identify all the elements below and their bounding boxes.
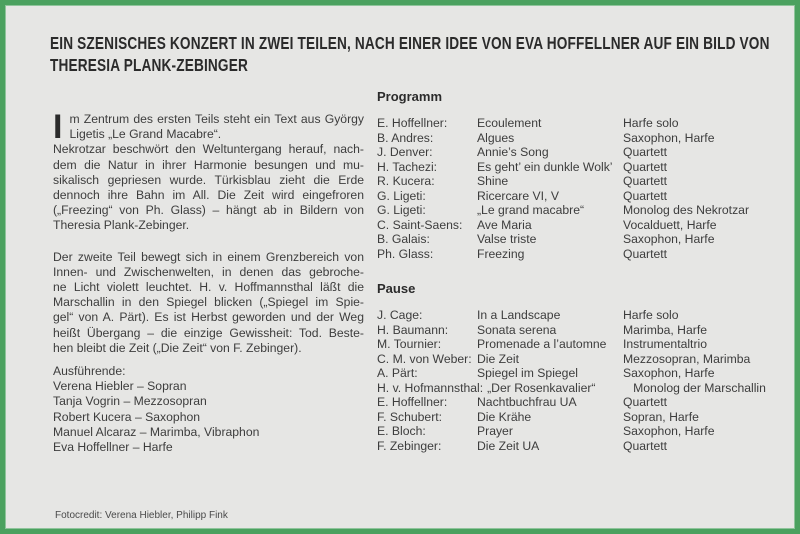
concert-title — [50, 32, 770, 76]
program-list — [377, 116, 777, 261]
text-line: hen bleibt die Zeit („Die Zeit“ von F. Zebinger). — [53, 340, 302, 355]
text-line: („Freezing“ von Ph. Glass) – hängt ab in Bildern von — [53, 203, 364, 218]
program-forces: Saxophon, Harfe — [623, 130, 715, 145]
text-line: gel“ von A. Pärt). Es ist Herbst geworden und der Weg — [53, 310, 364, 325]
text-line: Ligetis „Le Grand Macabre“. — [69, 127, 222, 142]
program-forces: Mezzosopran, Marimba — [623, 351, 751, 366]
title-line-1: EIN SZENISCHES KONZERT IN ZWEI TEILEN, NACH EINER IDEE VON EVA HOFFELLNER AUF EIN BILD VON — [50, 33, 770, 53]
title-line-2: THERESIA PLANK-ZEBINGER — [50, 55, 248, 75]
program-piece: Nachtbuchfrau UA — [477, 395, 577, 409]
intro-paragraph-2 — [53, 250, 364, 356]
program-forces: Quartett — [623, 395, 668, 409]
program-row — [377, 145, 777, 160]
text-line: Innen- und Zwischenwelten, in denen das gebroche- — [53, 264, 364, 279]
title-line — [50, 54, 770, 76]
text-line: Tanja Vogrin – Mezzosopran — [53, 394, 207, 409]
photo-credit: Fotocredit: Verena Hiebler, Philipp Fink — [55, 510, 228, 521]
program-row — [377, 439, 777, 454]
program-piece: Freezing — [477, 246, 525, 261]
program-row — [377, 131, 777, 146]
program-piece: Sonata serena — [477, 322, 557, 337]
program-row — [377, 174, 777, 189]
text-line: Nekrotzar beschwört den Weltuntergang herauf, nach- — [53, 142, 364, 157]
program-composer: J. Denver: — [377, 145, 433, 159]
program-piece: Ricercare VI, V — [477, 188, 559, 203]
program-forces: Marimba, Harfe — [623, 322, 707, 337]
program-piece: Es geht’ ein dunkle Wolk’ — [477, 159, 613, 174]
program-composer: H. v. Hofmannsthal: — [377, 380, 484, 395]
program-composer: C. M. von Weber: — [377, 351, 472, 366]
program-row — [377, 381, 777, 396]
program-piece: Die Zeit — [477, 351, 519, 366]
program-row — [377, 308, 777, 323]
program-composer: B. Galais: — [377, 232, 430, 246]
program-row — [377, 160, 777, 175]
program-piece: Promenade a l’automne — [477, 337, 607, 351]
program-forces: Quartett — [623, 438, 668, 453]
program-composer: E. Hoffellner: — [377, 395, 448, 409]
program-piece: In a Landscape — [477, 308, 561, 322]
intro-column — [53, 108, 364, 455]
program-row — [377, 424, 777, 439]
text-line: Marschallin in den Spiegel blicken („Spiegel im Spie- — [53, 295, 364, 310]
program-composer: E. Bloch: — [377, 424, 426, 438]
program-forces: Quartett — [623, 174, 668, 188]
pause-program-list — [377, 308, 777, 453]
program-composer: R. Kucera: — [377, 174, 435, 188]
dropcap-initial: I — [53, 108, 63, 146]
text-line: dem die Natur in ihrer Harmonie besungen und mu- — [53, 157, 364, 172]
program-forces: Harfe solo — [623, 308, 679, 322]
intro-opening — [53, 108, 364, 146]
program-composer: B. Andres: — [377, 130, 434, 145]
program-row — [377, 189, 777, 204]
program-composer: H. Baumann: — [377, 322, 449, 337]
program-row — [377, 218, 777, 233]
text-line: Der zweite Teil bewegt sich in einem Grenzbereich von — [53, 249, 364, 264]
program-row — [377, 116, 777, 131]
program-forces: Quartett — [623, 188, 668, 203]
program-row — [377, 323, 777, 338]
text-line: Verena Hiebler – Sopran — [53, 379, 187, 394]
program-forces: Saxophon, Harfe — [623, 424, 715, 438]
program-column — [377, 89, 777, 453]
program-piece: Ave Maria — [477, 217, 532, 232]
text-line: heißt Übergang – die einzige Gewissheit: Tod. Beste- — [53, 325, 364, 340]
program-row — [377, 232, 777, 247]
program-piece: Shine — [477, 174, 509, 188]
program-piece: „Le grand macabre“ — [477, 203, 585, 217]
program-piece: Die Krähe — [477, 409, 532, 424]
program-forces: Harfe solo — [623, 116, 679, 130]
program-composer: E. Hoffellner: — [377, 116, 448, 130]
program-forces: Monolog der Marschallin — [633, 380, 766, 395]
intro-paragraph-1 — [53, 142, 364, 233]
program-piece: Die Zeit UA — [477, 438, 540, 453]
program-piece: „Der Rosenkavalier“ — [487, 380, 596, 395]
program-forces: Saxophon, Harfe — [623, 366, 715, 380]
program-composer: C. Saint-Saens: — [377, 217, 463, 232]
program-forces: Saxophon, Harfe — [623, 232, 715, 246]
program-forces: Vocalduett, Harfe — [623, 217, 717, 232]
program-composer: H. Tachezi: — [377, 159, 438, 174]
program-row — [377, 352, 777, 367]
program-composer: F. Zebinger: — [377, 438, 442, 453]
performers-heading: Ausführende: — [53, 364, 126, 379]
program-row — [377, 410, 777, 425]
program-forces: Quartett — [623, 159, 668, 174]
program-row — [377, 395, 777, 410]
text-line: Manuel Alcaraz – Marimba, Vibraphon — [53, 424, 260, 439]
program-forces: Quartett — [623, 246, 668, 261]
program-forces: Quartett — [623, 145, 668, 159]
title-line — [50, 32, 770, 54]
program-composer: Ph. Glass: — [377, 246, 434, 261]
program-piece: Spiegel im Spiegel — [477, 366, 578, 380]
program-forces: Sopran, Harfe — [623, 409, 699, 424]
program-row — [377, 203, 777, 218]
performers-block — [53, 364, 364, 455]
program-piece: Algues — [477, 130, 515, 145]
program-piece: Prayer — [477, 424, 513, 438]
program-piece: Annie’s Song — [477, 145, 549, 159]
program-composer: J. Cage: — [377, 308, 423, 322]
text-line: Theresia Plank-Zebinger. — [53, 218, 190, 233]
program-forces: Instrumentaltrio — [623, 337, 707, 351]
program-row — [377, 247, 777, 262]
text-line: ne Licht violett leuchtet. H. v. Hoffmannsthal läßt die — [53, 280, 364, 295]
program-row — [377, 337, 777, 352]
program-piece: Ecoulement — [477, 116, 542, 130]
program-piece: Valse triste — [477, 232, 537, 246]
program-heading: Programm — [377, 89, 443, 104]
program-composer: G. Ligeti: — [377, 188, 426, 203]
program-row — [377, 366, 777, 381]
pause-heading: Pause — [377, 281, 416, 296]
text-line: sikalisch gepriesen wurde. Türkisblau zieht die Erde — [53, 172, 364, 187]
text-line: m Zentrum des ersten Teils steht ein Text aus György — [69, 112, 364, 126]
program-composer: A. Pärt: — [377, 366, 418, 380]
program-composer: G. Ligeti: — [377, 203, 426, 217]
performers-list — [53, 379, 364, 455]
program-composer: M. Tournier: — [377, 337, 442, 351]
text-line: Eva Hoffellner – Harfe — [53, 440, 173, 455]
text-line: dennoch ihre Bahn im All. Die Zeit wird eingefroren — [53, 188, 364, 203]
text-line: Robert Kucera – Saxophon — [53, 409, 201, 424]
program-forces: Monolog des Nekrotzar — [623, 203, 749, 217]
program-composer: F. Schubert: — [377, 409, 443, 424]
